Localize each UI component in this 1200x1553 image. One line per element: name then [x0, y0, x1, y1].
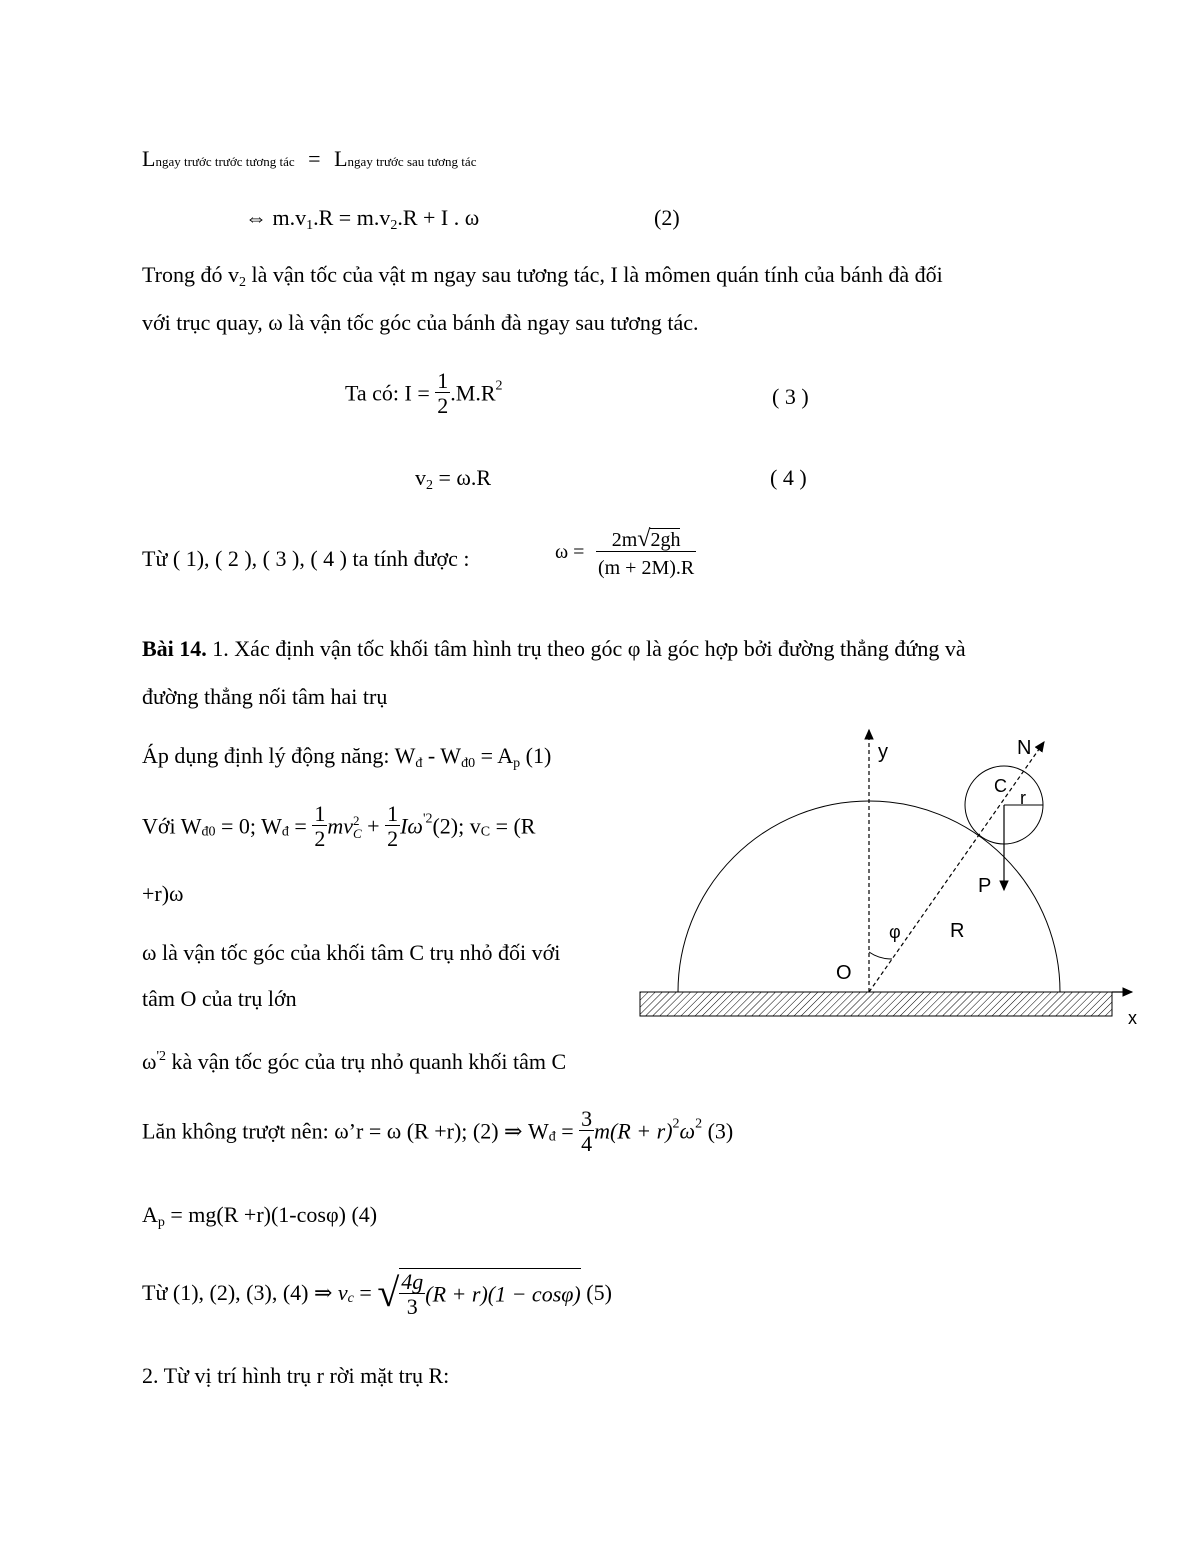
omega-prime-line: $\omega^{'2}$ kà vận tốc góc của trụ nhỏ quanh khối tâm C [142, 1049, 567, 1074]
label-phi: φ [889, 922, 901, 942]
cylinder-diagram [630, 720, 1150, 1040]
paragraph-line-1: Trong đó $v_2$ là vận tốc của vật m ngay sau tương tác, I là mômen quán tính của bánh đà đối [142, 262, 943, 290]
paragraph-line-2: với trục quay, ω là vận tốc góc của bánh đà ngay sau tương tác. [142, 310, 699, 335]
work-line: $A_p = mg(R +r)(1-\cos\varphi)$ (4) [142, 1202, 378, 1230]
label-N: N [1017, 737, 1032, 759]
label-R: R [950, 920, 965, 942]
bai-14-line-2: đường thẳng nối tâm hai trụ [142, 684, 388, 709]
label-x: x [1128, 1008, 1137, 1028]
equation-4-label: ( 4 ) [770, 465, 807, 490]
omega-description-1: ω là vận tốc góc của khối tâm C trụ nhỏ đối với [142, 940, 561, 965]
last-line: 2. Từ vị trí hình trụ r rời mặt trụ R: [142, 1363, 450, 1388]
ground [640, 992, 1112, 1016]
equation-3-label: ( 3 ) [772, 384, 809, 409]
label-y: y [878, 741, 888, 763]
angular-momentum-equation: Lngay trước trước tương tác = Lngay trước sau tương tác [142, 146, 477, 171]
equation-4: $v_2 = \omega.R$ [415, 465, 492, 493]
kinetic-energy-line-cont: +r)ω [142, 881, 184, 906]
energy-theorem: Áp dụng định lý động năng: $W_đ - W_{đ0} = A_p$ (1) [142, 743, 552, 771]
kinetic-energy-line: Với $W_{đ0} = 0$; $W_đ$ = $\frac{1}{2}$ mv 2 C + $\frac{1}{2}$ $I\omega^{'2}(2)$; $v_C = (R$ [142, 801, 536, 851]
label-O: O [836, 962, 852, 984]
omega-formula: ω = $\frac{2m√2gh}{(m + 2M).R}$ [555, 526, 695, 579]
angle-arc [869, 952, 892, 959]
equation-2: ⇔ $m.v_1.R = m.v_2.R + I$ . ω [245, 205, 480, 233]
label-r: r [1020, 788, 1026, 808]
equation-3: Ta có: I = $\frac{1}{2}$ $.M.R^2$ [345, 368, 503, 418]
rolling-line: Lăn không trượt nên: ω’r = ω (R +r); (2) ⇒ $W_đ$ = $\frac{3}{4}$ $m(R + r)^2\omega^2$ (3) [142, 1106, 734, 1156]
bai-14-line-1: Bài 14. 1. Xác định vận tốc khối tâm hình trụ theo góc φ là góc hợp bởi đường thẳng đứng và [142, 636, 966, 661]
omega-line-text: Từ ( 1), ( 2 ), ( 3 ), ( 4 ) ta tính được : [142, 546, 470, 571]
radius-line [869, 742, 1044, 992]
equation-2-label: (2) [654, 205, 680, 230]
label-C: C [994, 776, 1007, 796]
label-P: P [978, 875, 992, 897]
velocity-line: Từ (1), (2), (3), (4) ⇒ $v_c$ = √ $\frac{4g}{3}$ (R + r)(1 − cosφ) (5) [142, 1269, 612, 1319]
omega-description-2: tâm O của trụ lớn [142, 986, 297, 1011]
